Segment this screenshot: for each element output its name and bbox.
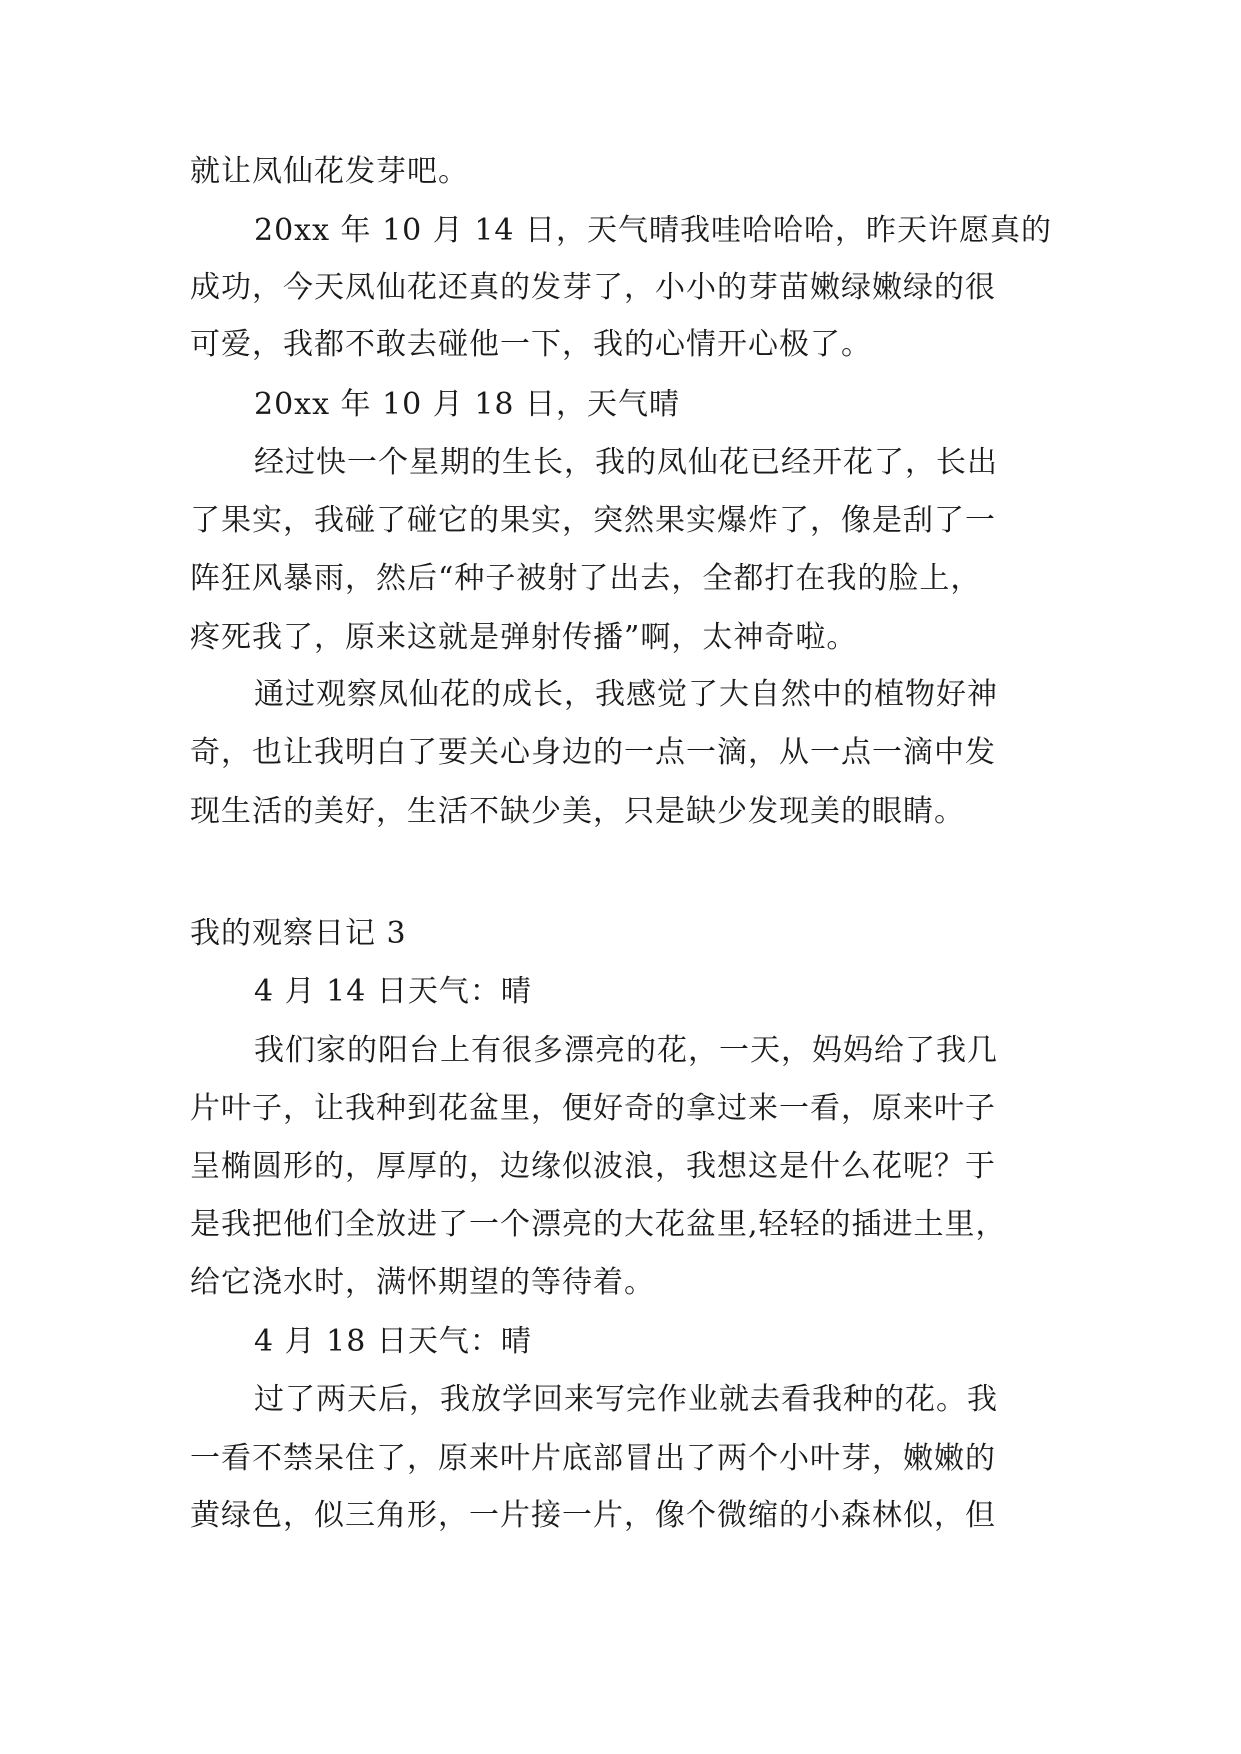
paragraph-line: 一看不禁呆住了，原来叶片底部冒出了两个小叶芽，嫩嫩的 bbox=[190, 1441, 996, 1476]
paragraph-line: 现生活的美好，生活不缺少美，只是缺少发现美的眼睛。 bbox=[190, 794, 965, 829]
paragraph-line: 通过观察凤仙花的成长，我感觉了大自然中的植物好神 bbox=[254, 677, 998, 712]
paragraph-line: 奇，也让我明白了要关心身边的一点一滴，从一点一滴中发 bbox=[190, 735, 996, 770]
paragraph-line: 经过快一个星期的生长，我的凤仙花已经开花了，长出 bbox=[254, 445, 998, 480]
paragraph-line: 就让凤仙花发芽吧。 bbox=[190, 154, 469, 189]
paragraph-line: 阵狂风暴雨，然后“种子被射了出去，全都打在我的脸上， bbox=[190, 561, 982, 596]
paragraph-line: 疼死我了，原来这就是弹射传播”啊，太神奇啦。 bbox=[190, 620, 858, 655]
paragraph-line: 20xx 年 10 月 14 日，天气晴我哇哈哈哈，昨天许愿真的 bbox=[254, 213, 1053, 248]
paragraph-line: 片叶子，让我种到花盆里，便好奇的拿过来一看，原来叶子 bbox=[190, 1091, 996, 1126]
paragraph-line: 20xx 年 10 月 18 日，天气晴 bbox=[254, 387, 681, 422]
paragraph-line: 成功，今天凤仙花还真的发芽了，小小的芽苗嫩绿嫩绿的很 bbox=[190, 270, 996, 305]
paragraph-line: 4 月 18 日天气：晴 bbox=[254, 1324, 532, 1359]
paragraph-line: 过了两天后，我放学回来写完作业就去看我种的花。我 bbox=[254, 1382, 998, 1417]
paragraph-line: 是我把他们全放进了一个漂亮的大花盆里,轻轻的插进土里， bbox=[190, 1207, 1007, 1242]
paragraph-line: 可爱，我都不敢去碰他一下，我的心情开心极了。 bbox=[190, 327, 872, 362]
paragraph-line: 黄绿色，似三角形，一片接一片，像个微缩的小森林似，但 bbox=[190, 1498, 996, 1533]
paragraph-line: 我们家的阳台上有很多漂亮的花，一天，妈妈给了我几 bbox=[254, 1033, 998, 1068]
paragraph-line: 给它浇水时，满怀期望的等待着。 bbox=[190, 1265, 655, 1300]
paragraph-line: 呈椭圆形的，厚厚的，边缘似波浪，我想这是什么花呢？于 bbox=[190, 1149, 996, 1184]
section-heading: 我的观察日记 3 bbox=[190, 916, 407, 951]
paragraph-line: 4 月 14 日天气：晴 bbox=[254, 974, 532, 1009]
paragraph-line: 了果实，我碰了碰它的果实，突然果实爆炸了，像是刮了一 bbox=[190, 503, 996, 538]
